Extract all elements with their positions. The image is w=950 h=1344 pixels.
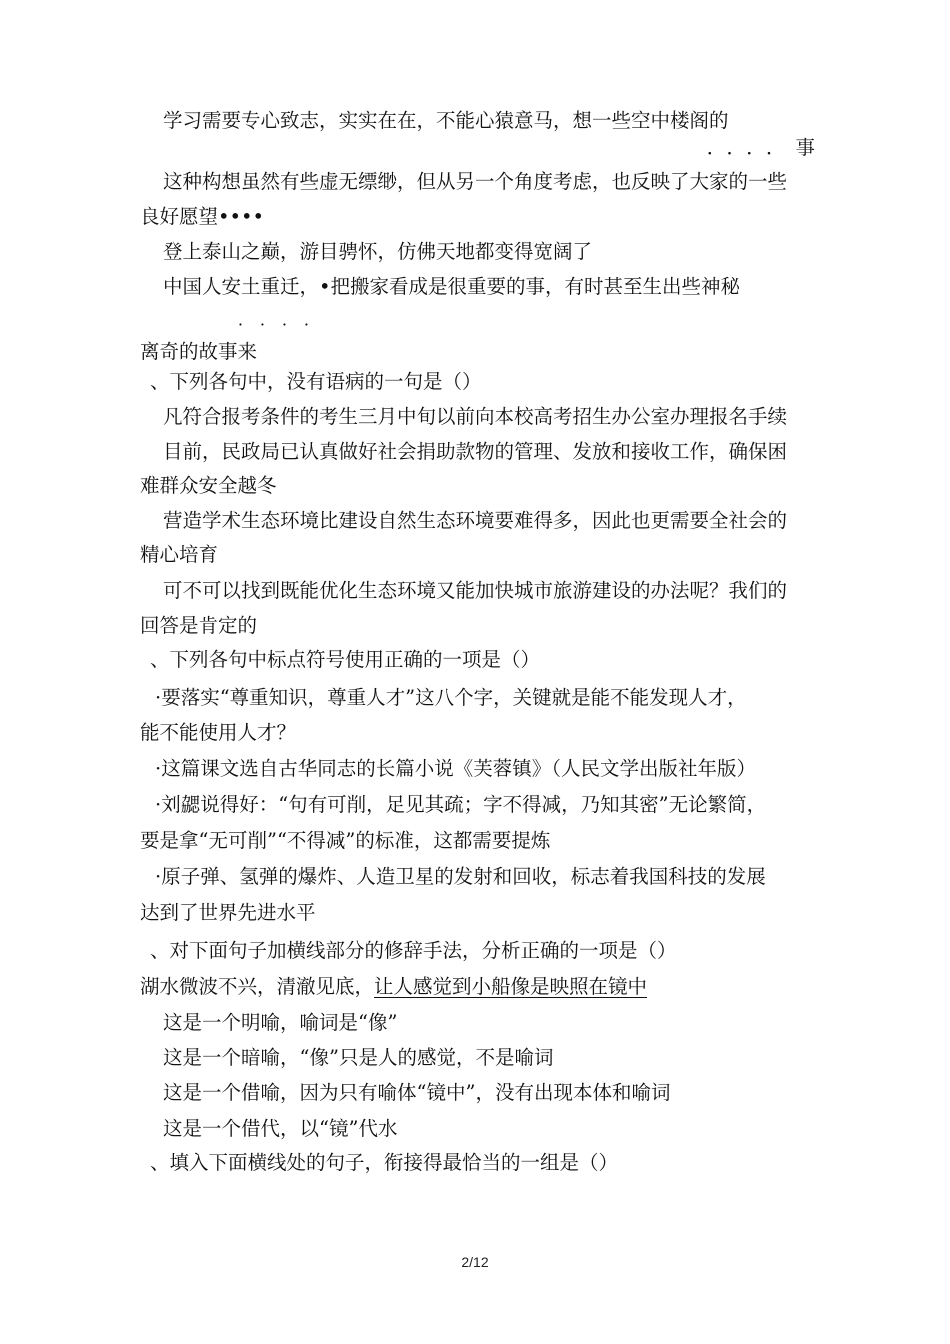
option-line: 难群众安全越冬: [140, 474, 277, 497]
text-line: 这种构想虽然有些虚无缥缈，但从另一个角度考虑，也反映了大家的一些: [163, 170, 788, 193]
option-line: ·原子弹、氢弹的爆炸、人造卫星的发射和回收，标志着我国科技的发展: [155, 865, 766, 888]
question-heading: 、填入下面横线处的句子，衔接得最恰当的一组是（）: [150, 1151, 619, 1174]
text-line: 良好愿望••••: [140, 205, 265, 228]
option-line: 这是一个借代，以“镜”代水: [163, 1117, 398, 1140]
option-line: 回答是肯定的: [140, 614, 258, 637]
emphasis-dots: ．．．．: [238, 310, 335, 329]
option-line: ·要落实“尊重知识，尊重人才”这八个字，关键就是能不能发现人才，: [155, 686, 747, 709]
sentence-plain: 湖水微波不兴，清澈见底，: [140, 975, 375, 998]
question-heading: 、对下面句子加横线部分的修辞手法，分析正确的一项是（）: [150, 939, 677, 962]
text-line: 登上泰山之巅，游目骋怀，仿佛天地都变得宽阔了: [163, 240, 593, 263]
option-line: 这是一个明喻，喻词是“像”: [163, 1011, 398, 1034]
option-line: 凡符合报考条件的考生三月中旬以前向本校高考招生办公室办理报名手续: [163, 405, 788, 428]
option-line: ·这篇课文选自古华同志的长篇小说《芙蓉镇》（人民文学出版社年版）: [155, 757, 756, 780]
text-line: 学习需要专心致志，实实在在，不能心猿意马，想一些空中楼阁的: [163, 109, 729, 132]
option-line: 目前，民政局已认真做好社会捐助款物的管理、发放和接收工作，确保困: [163, 440, 788, 463]
option-line: 要是拿“无可削”“不得减”的标准，这都需要提炼: [140, 829, 551, 852]
text-line: 离奇的故事来: [140, 340, 258, 363]
option-line: 达到了世界先进水平: [140, 901, 316, 924]
sentence-underlined: 让人感觉到小船像是映照在镜中: [374, 975, 648, 998]
option-line: 营造学术生态环境比建设自然生态环境要难得多，因此也更需要全社会的: [163, 509, 788, 532]
option-line: 这是一个暗喻，“像”只是人的感觉，不是喻词: [163, 1046, 554, 1069]
option-line: 这是一个借喻，因为只有喻体“镜中”，没有出现本体和喻词: [163, 1081, 671, 1104]
example-sentence: [140, 972, 815, 1002]
text-fragment: 事: [795, 136, 815, 159]
question-heading: 、下列各句中标点符号使用正确的一项是（）: [150, 648, 541, 671]
option-line: 精心培育: [140, 543, 219, 566]
text-line-right: [140, 133, 815, 163]
option-line: 可不可以找到既能优化生态环境又能加快城市旅游建设的办法呢？我们的: [163, 579, 788, 602]
page-number: 2/12: [461, 1254, 489, 1270]
option-line: 能不能使用人才？: [140, 721, 297, 744]
emphasis-dots: ．．．．: [706, 136, 796, 159]
question-heading: 、下列各句中，没有语病的一句是（）: [150, 370, 482, 393]
option-line: ·刘勰说得好：“句有可削，足见其疏；字不得减，乃知其密”无论繁简，: [155, 793, 767, 816]
text-line: 中国人安土重迁，•把搬家看成是很重要的事，有时甚至生出些神秘: [163, 275, 741, 298]
